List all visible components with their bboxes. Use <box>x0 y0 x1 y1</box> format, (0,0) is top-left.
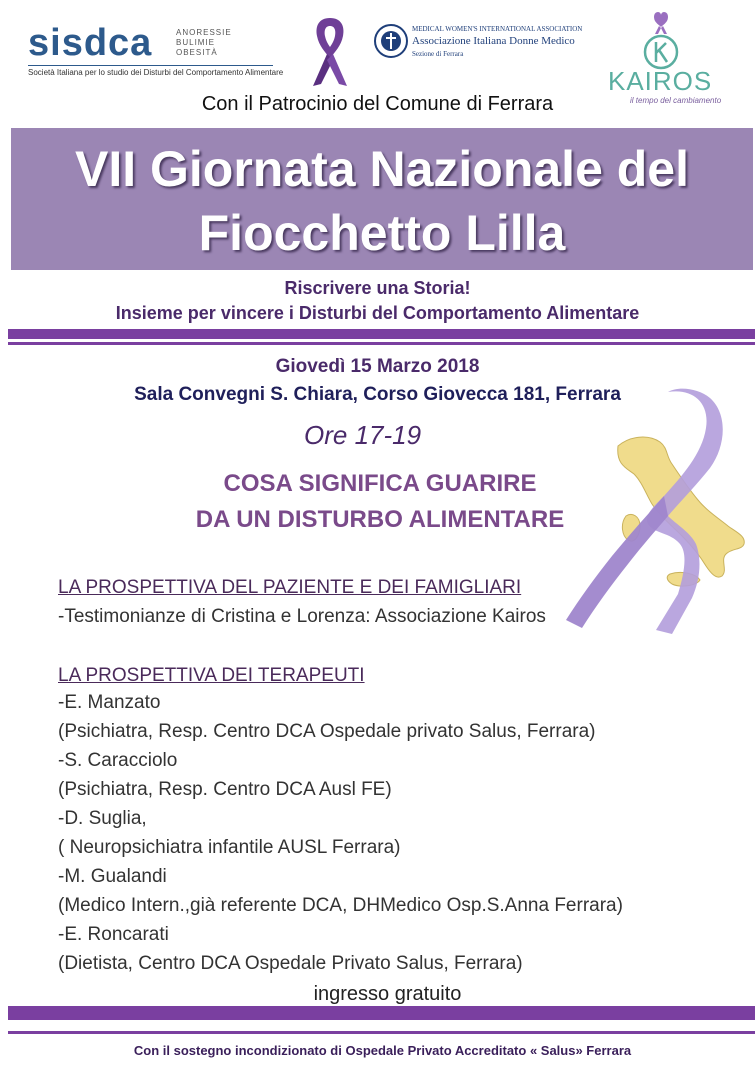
amwi-seal-icon <box>374 24 408 58</box>
speaker-name: -S. Caracciolo <box>58 750 178 771</box>
sisdca-logo-word: sisdca <box>28 22 153 64</box>
divider-line <box>8 342 755 345</box>
speaker-role: (Medico Intern.,già referente DCA, DHMedico Osp.S.Anna Ferrara) <box>58 895 623 916</box>
sisdca-logo <box>28 22 284 84</box>
speaker-role: (Psichiatra, Resp. Centro DCA Ospedale privato Salus, Ferrara) <box>58 721 596 742</box>
sisdca-side-line: ANORESSIE <box>176 28 232 37</box>
amwi-line-2: Associazione Italiana Donne Medico <box>412 35 575 47</box>
topic-line-1: COSA SIGNIFICA GUARIRE <box>223 470 537 497</box>
footer-bar <box>8 1006 755 1020</box>
speaker-role: ( Neuropsichiatra infantile AUSL Ferrara) <box>58 837 401 858</box>
speaker-name: -M. Gualandi <box>58 866 167 887</box>
kairos-logo-word: KAIROS <box>608 66 713 96</box>
event-title-line-2: Fiocchetto Lilla <box>198 205 566 261</box>
program-item: -Testimonianze di Cristina e Lorenza: Associazione Kairos <box>58 606 546 627</box>
sisdca-side-line: OBESITÀ <box>176 48 218 57</box>
speaker-role: (Psichiatra, Resp. Centro DCA Ausl FE) <box>58 779 392 800</box>
speaker-name: -E. Manzato <box>58 692 161 713</box>
amwi-line-1: MEDICAL WOMEN'S INTERNATIONAL ASSOCIATION <box>412 25 583 33</box>
section-heading-therapists: LA PROSPETTIVA DEI TERAPEUTI <box>58 665 365 686</box>
event-title-line-1: VII Giornata Nazionale del <box>74 141 690 197</box>
amwi-logo <box>374 24 584 64</box>
amwi-line-3: Sezione di Ferrara <box>412 50 464 58</box>
title-banner <box>11 128 753 270</box>
event-venue: Sala Convegni S. Chiara, Corso Giovecca 181, Ferrara <box>134 384 621 405</box>
section-heading-patients: LA PROSPETTIVA DEL PAZIENTE E DEI FAMIGLIARI <box>58 577 522 598</box>
sponsor-line: Con il sostegno incondizionato di Ospedale Privato Accreditato « Salus» Ferrara <box>133 1043 632 1058</box>
kairos-logo-tagline: il tempo del cambiamento <box>630 96 722 105</box>
kairos-mark-icon <box>636 10 686 72</box>
subtitle-line-1: Riscrivere una Storia! <box>284 278 471 298</box>
sisdca-logo-subtitle: Società Italiana per lo studio dei Disturbi del Comportamento Alimentare <box>28 68 284 77</box>
speaker-role: (Dietista, Centro DCA Ospedale Privato Salus, Ferrara) <box>58 953 523 974</box>
topic-line-2: DA UN DISTURBO ALIMENTARE <box>195 506 565 533</box>
patronage-line: Con il Patrocinio del Comune di Ferrara <box>201 93 554 115</box>
lilac-ribbon-icon <box>305 14 355 89</box>
subtitle-line-2: Insieme per vincere i Disturbi del Comportamento Alimentare <box>115 303 640 323</box>
speaker-name: -E. Roncarati <box>58 924 169 945</box>
sisdca-logo-side-text <box>176 28 256 58</box>
sisdca-side-line: BULIMIE <box>176 38 216 47</box>
speaker-name: -D. Suglia, <box>58 808 147 829</box>
divider-bar <box>8 329 755 339</box>
event-hours: Ore 17-19 <box>304 420 422 450</box>
footer-line <box>8 1031 755 1034</box>
kairos-logo <box>598 10 728 105</box>
event-date: Giovedì 15 Marzo 2018 <box>275 356 480 377</box>
sisdca-divider <box>28 65 273 66</box>
free-entry-note: ingresso gratuito <box>313 983 462 1005</box>
